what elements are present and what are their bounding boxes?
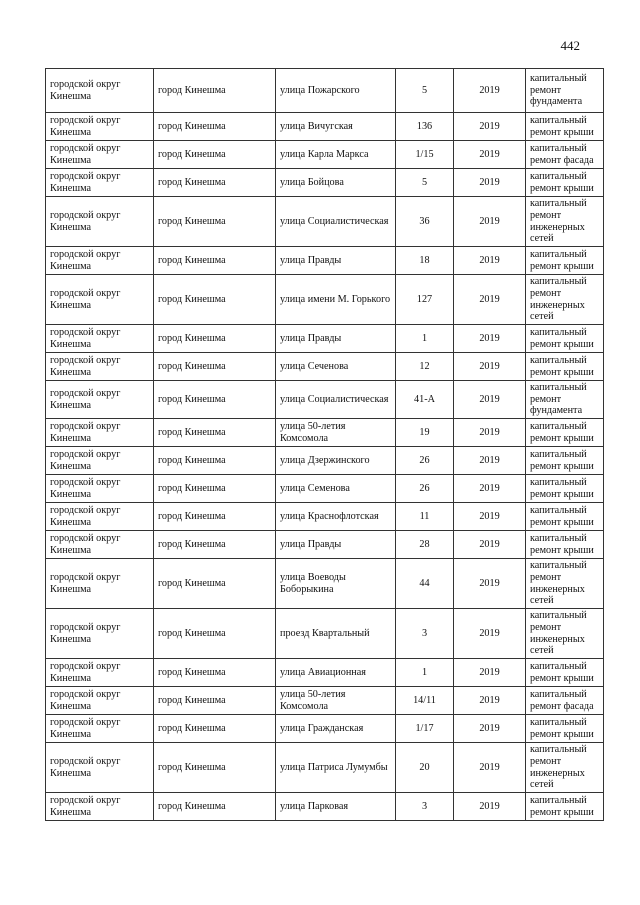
district-cell: городской округ Кинешма <box>46 113 154 141</box>
city-cell: город Кинешма <box>154 113 276 141</box>
city-cell: город Кинешма <box>154 169 276 197</box>
house-number-cell: 3 <box>396 793 454 821</box>
work-type-cell: капитальный ремонт фасада <box>526 687 604 715</box>
work-type-cell: капитальный ремонт инженерных сетей <box>526 743 604 793</box>
street-cell: улица 50-летия Комсомола <box>276 687 396 715</box>
work-type-cell: капитальный ремонт крыши <box>526 353 604 381</box>
page-number: 442 <box>560 38 580 53</box>
work-type-cell: капитальный ремонт крыши <box>526 503 604 531</box>
table-row <box>46 247 604 275</box>
table-row <box>46 275 604 325</box>
city-cell: город Кинешма <box>154 559 276 609</box>
work-type-cell: капитальный ремонт фасада <box>526 141 604 169</box>
table-row <box>46 197 604 247</box>
street-cell: улица Дзержинского <box>276 447 396 475</box>
housing-repair-table <box>45 68 604 821</box>
work-type-cell: капитальный ремонт крыши <box>526 113 604 141</box>
street-cell: улица Парковая <box>276 793 396 821</box>
house-number-cell: 1/15 <box>396 141 454 169</box>
city-cell: город Кинешма <box>154 247 276 275</box>
work-type-cell: капитальный ремонт крыши <box>526 325 604 353</box>
house-number-cell: 5 <box>396 69 454 113</box>
district-cell: городской округ Кинешма <box>46 531 154 559</box>
house-number-cell: 14/11 <box>396 687 454 715</box>
city-cell: город Кинешма <box>154 141 276 169</box>
district-cell: городской округ Кинешма <box>46 475 154 503</box>
district-cell: городской округ Кинешма <box>46 447 154 475</box>
street-cell: улица 50-летия Комсомола <box>276 419 396 447</box>
work-type-cell: капитальный ремонт инженерных сетей <box>526 609 604 659</box>
house-number-cell: 26 <box>396 447 454 475</box>
district-cell: городской округ Кинешма <box>46 169 154 197</box>
street-cell: улица Правды <box>276 247 396 275</box>
district-cell: городской округ Кинешма <box>46 743 154 793</box>
street-cell: улица Социалистическая <box>276 381 396 419</box>
street-cell: проезд Квартальный <box>276 609 396 659</box>
house-number-cell: 26 <box>396 475 454 503</box>
work-type-cell: капитальный ремонт крыши <box>526 659 604 687</box>
work-type-cell: капитальный ремонт инженерных сетей <box>526 559 604 609</box>
district-cell: городской округ Кинешма <box>46 659 154 687</box>
year-cell: 2019 <box>454 531 526 559</box>
table-row <box>46 659 604 687</box>
table-row <box>46 325 604 353</box>
house-number-cell: 18 <box>396 247 454 275</box>
city-cell: город Кинешма <box>154 69 276 113</box>
city-cell: город Кинешма <box>154 793 276 821</box>
city-cell: город Кинешма <box>154 475 276 503</box>
house-number-cell: 127 <box>396 275 454 325</box>
work-type-cell: капитальный ремонт крыши <box>526 419 604 447</box>
city-cell: город Кинешма <box>154 743 276 793</box>
district-cell: городской округ Кинешма <box>46 275 154 325</box>
work-type-cell: капитальный ремонт инженерных сетей <box>526 275 604 325</box>
city-cell: город Кинешма <box>154 687 276 715</box>
street-cell: улица Патриса Лумумбы <box>276 743 396 793</box>
city-cell: город Кинешма <box>154 609 276 659</box>
street-cell: улица Краснофлотская <box>276 503 396 531</box>
year-cell: 2019 <box>454 447 526 475</box>
city-cell: город Кинешма <box>154 503 276 531</box>
city-cell: город Кинешма <box>154 197 276 247</box>
district-cell: городской округ Кинешма <box>46 559 154 609</box>
street-cell: улица Семенова <box>276 475 396 503</box>
city-cell: город Кинешма <box>154 325 276 353</box>
table-row <box>46 141 604 169</box>
year-cell: 2019 <box>454 475 526 503</box>
table-row <box>46 69 604 113</box>
table-row <box>46 793 604 821</box>
city-cell: город Кинешма <box>154 381 276 419</box>
district-cell: городской округ Кинешма <box>46 687 154 715</box>
house-number-cell: 20 <box>396 743 454 793</box>
year-cell: 2019 <box>454 715 526 743</box>
house-number-cell: 1 <box>396 325 454 353</box>
work-type-cell: капитальный ремонт крыши <box>526 715 604 743</box>
house-number-cell: 1/17 <box>396 715 454 743</box>
year-cell: 2019 <box>454 247 526 275</box>
year-cell: 2019 <box>454 197 526 247</box>
table-row <box>46 715 604 743</box>
house-number-cell: 19 <box>396 419 454 447</box>
table-row <box>46 419 604 447</box>
district-cell: городской округ Кинешма <box>46 141 154 169</box>
street-cell: улица Воеводы Боборыкина <box>276 559 396 609</box>
district-cell: городской округ Кинешма <box>46 419 154 447</box>
work-type-cell: капитальный ремонт фундамента <box>526 69 604 113</box>
street-cell: улица Бойцова <box>276 169 396 197</box>
house-number-cell: 41-А <box>396 381 454 419</box>
street-cell: улица Пожарского <box>276 69 396 113</box>
house-number-cell: 3 <box>396 609 454 659</box>
street-cell: улица Правды <box>276 531 396 559</box>
city-cell: город Кинешма <box>154 531 276 559</box>
table-row <box>46 381 604 419</box>
year-cell: 2019 <box>454 503 526 531</box>
district-cell: городской округ Кинешма <box>46 197 154 247</box>
table-row <box>46 447 604 475</box>
district-cell: городской округ Кинешма <box>46 609 154 659</box>
district-cell: городской округ Кинешма <box>46 69 154 113</box>
street-cell: улица Карла Маркса <box>276 141 396 169</box>
district-cell: городской округ Кинешма <box>46 715 154 743</box>
work-type-cell: капитальный ремонт крыши <box>526 169 604 197</box>
house-number-cell: 136 <box>396 113 454 141</box>
work-type-cell: капитальный ремонт фундамента <box>526 381 604 419</box>
district-cell: городской округ Кинешма <box>46 793 154 821</box>
year-cell: 2019 <box>454 275 526 325</box>
table-row <box>46 531 604 559</box>
table-row <box>46 169 604 197</box>
work-type-cell: капитальный ремонт крыши <box>526 247 604 275</box>
year-cell: 2019 <box>454 141 526 169</box>
work-type-cell: капитальный ремонт крыши <box>526 531 604 559</box>
year-cell: 2019 <box>454 743 526 793</box>
district-cell: городской округ Кинешма <box>46 503 154 531</box>
house-number-cell: 44 <box>396 559 454 609</box>
house-number-cell: 12 <box>396 353 454 381</box>
table-row <box>46 609 604 659</box>
city-cell: город Кинешма <box>154 353 276 381</box>
year-cell: 2019 <box>454 113 526 141</box>
city-cell: город Кинешма <box>154 659 276 687</box>
house-number-cell: 11 <box>396 503 454 531</box>
table-row <box>46 113 604 141</box>
year-cell: 2019 <box>454 659 526 687</box>
table-body <box>46 69 604 821</box>
year-cell: 2019 <box>454 687 526 715</box>
table-row <box>46 475 604 503</box>
city-cell: город Кинешма <box>154 447 276 475</box>
house-number-cell: 5 <box>396 169 454 197</box>
year-cell: 2019 <box>454 609 526 659</box>
year-cell: 2019 <box>454 353 526 381</box>
city-cell: город Кинешма <box>154 715 276 743</box>
house-number-cell: 1 <box>396 659 454 687</box>
table-row <box>46 353 604 381</box>
table-row <box>46 743 604 793</box>
house-number-cell: 36 <box>396 197 454 247</box>
table-row <box>46 559 604 609</box>
year-cell: 2019 <box>454 793 526 821</box>
street-cell: улица Правды <box>276 325 396 353</box>
district-cell: городской округ Кинешма <box>46 247 154 275</box>
house-number-cell: 28 <box>396 531 454 559</box>
work-type-cell: капитальный ремонт крыши <box>526 447 604 475</box>
table-row <box>46 687 604 715</box>
year-cell: 2019 <box>454 419 526 447</box>
city-cell: город Кинешма <box>154 419 276 447</box>
table-row <box>46 503 604 531</box>
year-cell: 2019 <box>454 381 526 419</box>
district-cell: городской округ Кинешма <box>46 353 154 381</box>
street-cell: улица Вичугская <box>276 113 396 141</box>
work-type-cell: капитальный ремонт крыши <box>526 475 604 503</box>
work-type-cell: капитальный ремонт крыши <box>526 793 604 821</box>
district-cell: городской округ Кинешма <box>46 325 154 353</box>
city-cell: город Кинешма <box>154 275 276 325</box>
year-cell: 2019 <box>454 169 526 197</box>
year-cell: 2019 <box>454 559 526 609</box>
work-type-cell: капитальный ремонт инженерных сетей <box>526 197 604 247</box>
district-cell: городской округ Кинешма <box>46 381 154 419</box>
street-cell: улица Социалистическая <box>276 197 396 247</box>
street-cell: улица Авиационная <box>276 659 396 687</box>
street-cell: улица Сеченова <box>276 353 396 381</box>
year-cell: 2019 <box>454 69 526 113</box>
street-cell: улица имени М. Горького <box>276 275 396 325</box>
street-cell: улица Гражданская <box>276 715 396 743</box>
year-cell: 2019 <box>454 325 526 353</box>
